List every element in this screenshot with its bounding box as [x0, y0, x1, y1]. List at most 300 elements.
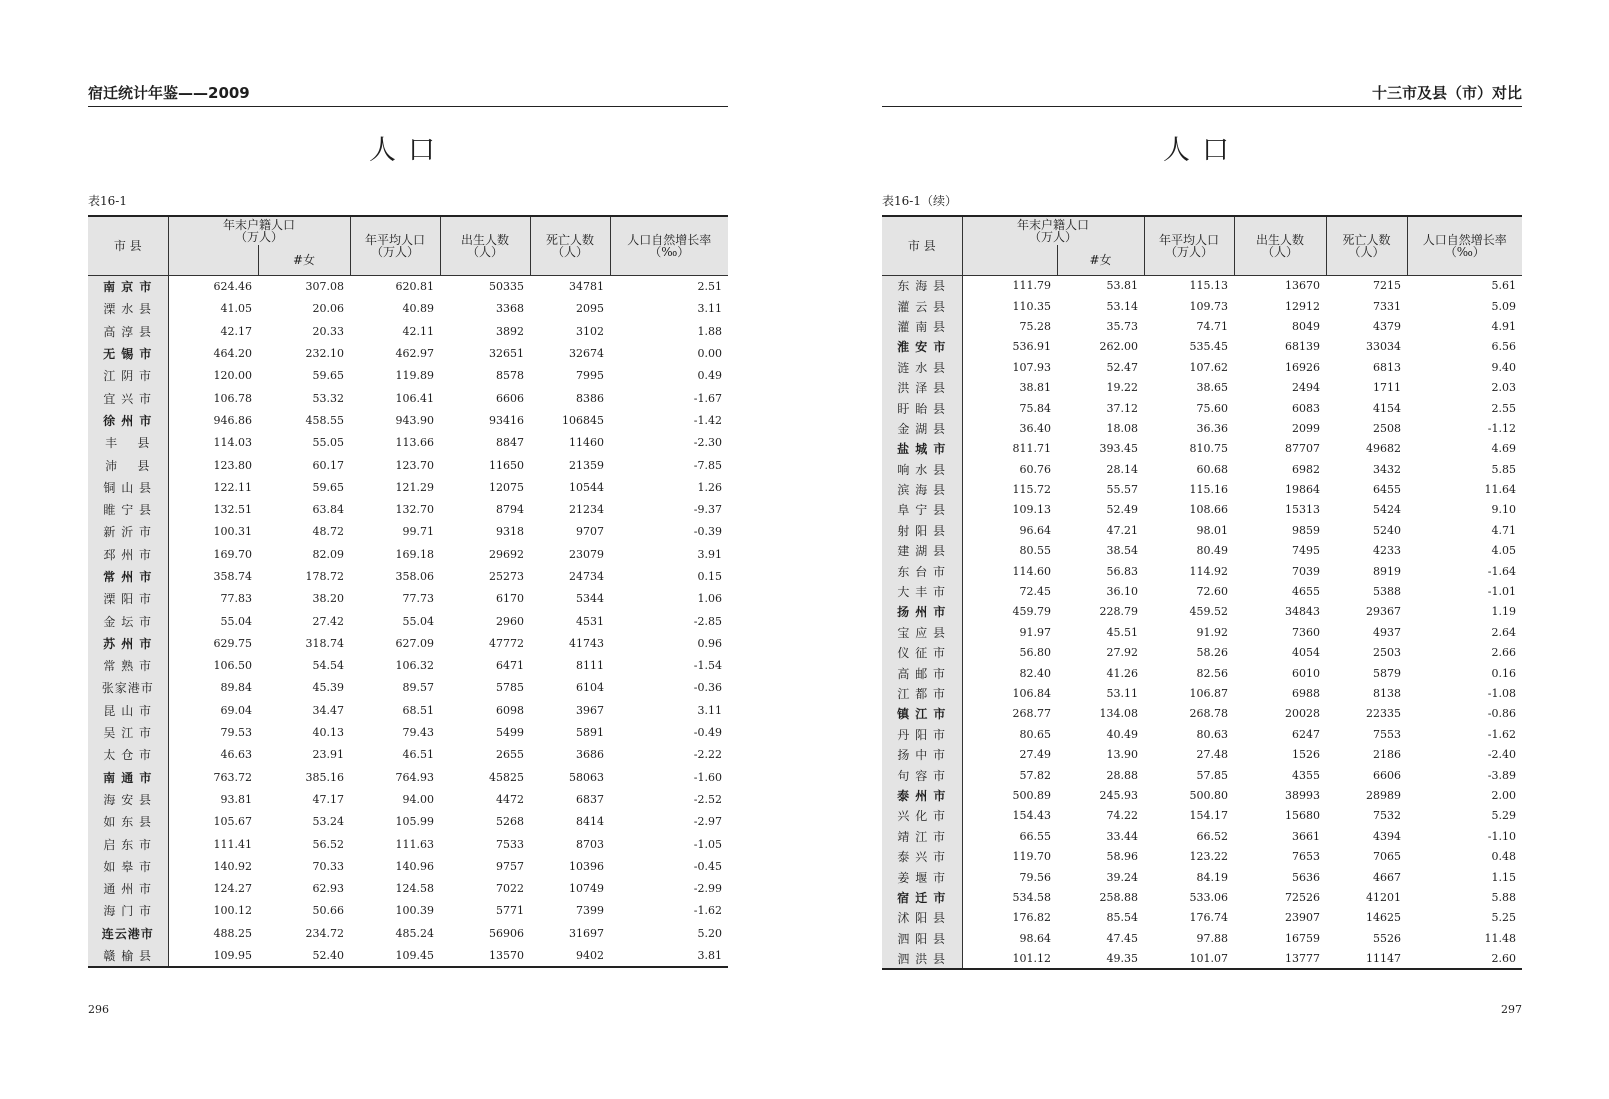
- births-cell: 8578: [496, 369, 525, 383]
- county-name: 泰 州 市: [882, 785, 962, 805]
- registered-pop-cell: 140.92: [213, 859, 252, 873]
- county-name: 苏 州 市: [88, 632, 168, 654]
- births-cell: 93416: [489, 413, 525, 427]
- registered-pop-cell: 57.82: [1019, 768, 1051, 782]
- population-table: [88, 215, 728, 968]
- female-cell: 53.14: [1106, 299, 1139, 313]
- registered-pop-cell: 169.70: [213, 547, 252, 561]
- births-cell: 8847: [496, 436, 525, 450]
- deaths-cell: 11147: [1366, 951, 1402, 965]
- deaths-cell: 32674: [569, 347, 605, 361]
- female-cell: 234.72: [305, 926, 345, 940]
- header-registered-pop-blank: [962, 245, 1057, 276]
- avg-pop-cell: 121.29: [395, 480, 435, 494]
- county-name: 洪 泽 县: [882, 377, 962, 397]
- registered-pop-cell: 55.04: [220, 614, 252, 628]
- avg-pop-cell: 97.88: [1196, 931, 1229, 945]
- births-cell: 4655: [1292, 585, 1321, 599]
- deaths-cell: 29367: [1366, 605, 1402, 619]
- births-cell: 15313: [1285, 503, 1321, 517]
- county-name: 东 台 市: [882, 561, 962, 581]
- table-row: [882, 520, 1522, 540]
- registered-pop-cell: 629.75: [213, 636, 252, 650]
- deaths-cell: 8414: [576, 815, 605, 829]
- growth-rate-cell: 5.29: [1491, 809, 1517, 823]
- growth-rate-cell: -1.54: [693, 659, 723, 673]
- running-head: 宿迁统计年鉴——2009: [88, 84, 728, 107]
- deaths-cell: 4379: [1373, 319, 1402, 333]
- registered-pop-cell: 100.31: [213, 525, 252, 539]
- female-cell: 34.47: [312, 703, 345, 717]
- avg-pop-cell: 459.52: [1189, 605, 1229, 619]
- avg-pop-cell: 119.89: [395, 369, 435, 383]
- growth-rate-cell: -2.97: [693, 815, 723, 829]
- registered-pop-cell: 105.67: [213, 815, 252, 829]
- header-female: #女: [1057, 245, 1144, 276]
- female-cell: 19.22: [1106, 381, 1139, 395]
- county-name: 宜 兴 市: [88, 387, 168, 409]
- table-row: [88, 677, 728, 699]
- table-row: [88, 632, 728, 654]
- births-cell: 6988: [1292, 687, 1321, 700]
- county-name: 宿 迁 市: [882, 887, 962, 907]
- growth-rate-cell: 0.16: [1491, 666, 1517, 680]
- avg-pop-cell: 123.22: [1189, 850, 1229, 864]
- growth-rate-cell: -1.05: [693, 837, 723, 851]
- female-cell: 33.44: [1106, 829, 1139, 843]
- births-cell: 50335: [489, 280, 525, 294]
- avg-pop-cell: 60.68: [1196, 462, 1229, 476]
- growth-rate-cell: 3.11: [697, 703, 723, 717]
- registered-pop-cell: 98.64: [1019, 931, 1051, 945]
- female-cell: 52.40: [312, 948, 345, 962]
- deaths-cell: 28989: [1366, 788, 1402, 802]
- header-births: 出生人数 （人）: [440, 216, 530, 276]
- avg-pop-cell: 77.73: [402, 592, 435, 606]
- avg-pop-cell: 115.13: [1189, 279, 1229, 293]
- growth-rate-cell: 3.91: [697, 547, 723, 561]
- female-cell: 48.72: [312, 525, 345, 539]
- deaths-cell: 8111: [576, 659, 605, 673]
- births-cell: 8049: [1292, 319, 1321, 333]
- avg-pop-cell: 107.62: [1189, 360, 1229, 374]
- county-name: 沭 阳 县: [882, 908, 962, 928]
- header-registered-pop-blank: [168, 245, 258, 276]
- female-cell: 62.93: [312, 882, 345, 896]
- table-row: [88, 521, 728, 543]
- deaths-cell: 4937: [1373, 625, 1402, 639]
- births-cell: 5785: [496, 681, 525, 695]
- female-cell: 41.26: [1106, 666, 1139, 680]
- registered-pop-cell: 80.55: [1019, 544, 1051, 558]
- county-name: 金 坛 市: [88, 610, 168, 632]
- deaths-cell: 3686: [576, 748, 605, 762]
- avg-pop-cell: 114.92: [1189, 564, 1229, 578]
- avg-pop-cell: 108.66: [1189, 503, 1229, 517]
- registered-pop-cell: 109.95: [213, 948, 252, 962]
- table-row: [88, 276, 728, 298]
- births-cell: 6247: [1292, 727, 1321, 741]
- registered-pop-cell: 536.91: [1012, 340, 1051, 354]
- registered-pop-cell: 120.00: [213, 369, 252, 383]
- deaths-cell: 2503: [1373, 646, 1402, 660]
- table-row: [882, 377, 1522, 397]
- header-county: 市 县: [882, 216, 962, 276]
- growth-rate-cell: -0.45: [693, 859, 723, 873]
- table-row: [882, 541, 1522, 561]
- deaths-cell: 3967: [576, 703, 605, 717]
- table-row: [882, 459, 1522, 479]
- table-row: [882, 479, 1522, 499]
- avg-pop-cell: 58.26: [1196, 646, 1229, 660]
- registered-pop-cell: 100.12: [213, 904, 252, 918]
- registered-pop-cell: 101.12: [1012, 951, 1051, 965]
- deaths-cell: 4667: [1373, 870, 1402, 884]
- avg-pop-cell: 57.85: [1196, 768, 1229, 782]
- deaths-cell: 23079: [569, 547, 605, 561]
- avg-pop-cell: 82.56: [1196, 666, 1229, 680]
- registered-pop-cell: 69.04: [220, 703, 252, 717]
- registered-pop-cell: 358.74: [213, 570, 252, 583]
- county-name: 大 丰 市: [882, 581, 962, 601]
- county-name: 丹 阳 市: [882, 724, 962, 744]
- table-row: [88, 365, 728, 387]
- births-cell: 45825: [489, 770, 525, 784]
- county-name: 泰 兴 市: [882, 846, 962, 866]
- table-row: [882, 316, 1522, 336]
- avg-pop-cell: 80.63: [1196, 727, 1229, 741]
- growth-rate-cell: 2.03: [1491, 381, 1517, 395]
- deaths-cell: 7995: [576, 369, 605, 383]
- births-cell: 6170: [496, 592, 525, 606]
- growth-rate-cell: -1.60: [693, 770, 723, 784]
- female-cell: 53.11: [1106, 687, 1139, 700]
- avg-pop-cell: 943.90: [395, 413, 435, 427]
- female-cell: 18.08: [1106, 421, 1139, 435]
- growth-rate-cell: -7.85: [693, 458, 723, 472]
- header-avg-pop: 年平均人口 （万人）: [1144, 216, 1234, 276]
- county-name: 兴 化 市: [882, 806, 962, 826]
- births-cell: 7039: [1292, 564, 1321, 578]
- births-cell: 6083: [1292, 401, 1321, 415]
- deaths-cell: 4531: [576, 614, 605, 628]
- growth-rate-cell: -1.10: [1487, 829, 1517, 843]
- avg-pop-cell: 72.60: [1196, 585, 1229, 599]
- births-cell: 4355: [1292, 768, 1321, 782]
- avg-pop-cell: 38.65: [1196, 381, 1229, 395]
- header-county: 市 县: [88, 216, 168, 276]
- female-cell: 28.14: [1106, 462, 1139, 476]
- growth-rate-cell: 4.05: [1491, 544, 1517, 558]
- table-row: [882, 296, 1522, 316]
- avg-pop-cell: 132.70: [395, 503, 435, 517]
- births-cell: 12075: [489, 480, 525, 494]
- deaths-cell: 7553: [1373, 727, 1402, 741]
- growth-rate-cell: -1.64: [1487, 564, 1517, 578]
- deaths-cell: 5240: [1373, 523, 1402, 537]
- county-name: 滨 海 县: [882, 479, 962, 499]
- avg-pop-cell: 106.87: [1189, 687, 1229, 700]
- table-row: [882, 704, 1522, 724]
- registered-pop-cell: 464.20: [213, 347, 252, 361]
- table-row: [882, 867, 1522, 887]
- female-cell: 38.54: [1106, 544, 1139, 558]
- registered-pop-cell: 488.25: [213, 926, 252, 940]
- county-name: 溧 水 县: [88, 298, 168, 320]
- county-name: 高 淳 县: [88, 320, 168, 342]
- county-name: 南 京 市: [88, 276, 168, 298]
- county-name: 仪 征 市: [882, 643, 962, 663]
- births-cell: 6098: [496, 703, 525, 717]
- growth-rate-cell: 11.48: [1484, 931, 1517, 945]
- registered-pop-cell: 763.72: [213, 770, 252, 784]
- growth-rate-cell: -0.36: [693, 681, 723, 695]
- registered-pop-cell: 111.79: [1012, 279, 1051, 293]
- births-cell: 13777: [1285, 951, 1321, 965]
- table-row: [88, 878, 728, 900]
- population-table-continued: [882, 215, 1522, 970]
- deaths-cell: 33034: [1366, 340, 1402, 354]
- female-cell: 178.72: [305, 570, 345, 583]
- county-name: 南 通 市: [88, 766, 168, 788]
- registered-pop-cell: 96.64: [1019, 523, 1051, 537]
- deaths-cell: 21359: [569, 458, 605, 472]
- births-cell: 4472: [496, 792, 525, 806]
- table-row: [88, 766, 728, 788]
- births-cell: 16759: [1285, 931, 1321, 945]
- county-name: 句 容 市: [882, 765, 962, 785]
- growth-rate-cell: -0.86: [1487, 707, 1517, 721]
- header-growth-rate: 人口自然增长率 （‰）: [1407, 216, 1522, 276]
- growth-rate-cell: 5.88: [1491, 890, 1517, 904]
- registered-pop-cell: 107.93: [1012, 360, 1051, 374]
- avg-pop-cell: 89.57: [402, 681, 435, 695]
- county-name: 建 湖 县: [882, 541, 962, 561]
- female-cell: 23.91: [312, 748, 345, 762]
- growth-rate-cell: 0.48: [1491, 850, 1517, 864]
- registered-pop-cell: 106.84: [1012, 687, 1051, 700]
- deaths-cell: 22335: [1366, 707, 1402, 721]
- deaths-cell: 31697: [569, 926, 605, 940]
- table-row: [882, 908, 1522, 928]
- female-cell: 45.39: [312, 681, 345, 695]
- registered-pop-cell: 93.81: [220, 792, 252, 806]
- births-cell: 13670: [1285, 279, 1321, 293]
- female-cell: 40.49: [1106, 727, 1139, 741]
- growth-rate-cell: -2.22: [693, 748, 723, 762]
- table-row: [882, 765, 1522, 785]
- deaths-cell: 4233: [1373, 544, 1402, 558]
- deaths-cell: 58063: [569, 770, 605, 784]
- growth-rate-cell: 1.06: [697, 592, 723, 606]
- births-cell: 6471: [496, 659, 525, 673]
- table-row: [88, 944, 728, 966]
- table-row: [882, 948, 1522, 968]
- county-name: 铜 山 县: [88, 476, 168, 498]
- registered-pop-cell: 114.03: [213, 436, 252, 450]
- table-label: 表16-1: [88, 194, 127, 208]
- county-name: 涟 水 县: [882, 357, 962, 377]
- growth-rate-cell: 9.40: [1491, 360, 1517, 374]
- growth-rate-cell: -2.52: [693, 792, 723, 806]
- running-head: 十三市及县（市）对比: [882, 84, 1522, 107]
- table-row: [882, 622, 1522, 642]
- growth-rate-cell: -0.49: [693, 726, 723, 740]
- avg-pop-cell: 100.39: [395, 904, 435, 918]
- female-cell: 262.00: [1099, 340, 1139, 354]
- table-row: [88, 811, 728, 833]
- births-cell: 6010: [1292, 666, 1321, 680]
- deaths-cell: 7215: [1373, 279, 1402, 293]
- table-row: [88, 409, 728, 431]
- female-cell: 58.96: [1106, 850, 1139, 864]
- deaths-cell: 106845: [562, 413, 605, 427]
- table-row: [88, 721, 728, 743]
- births-cell: 11650: [489, 458, 525, 472]
- female-cell: 55.05: [312, 436, 345, 450]
- births-cell: 2960: [496, 614, 525, 628]
- avg-pop-cell: 123.70: [395, 458, 435, 472]
- county-name: 响 水 县: [882, 459, 962, 479]
- county-name: 扬 中 市: [882, 744, 962, 764]
- table-row: [882, 398, 1522, 418]
- female-cell: 20.33: [312, 324, 345, 338]
- table-row: [882, 357, 1522, 377]
- registered-pop-cell: 811.71: [1012, 442, 1051, 456]
- county-name: 海 门 市: [88, 900, 168, 922]
- growth-rate-cell: 0.96: [697, 636, 723, 650]
- growth-rate-cell: 2.64: [1491, 625, 1517, 639]
- right-page: [882, 0, 1522, 1099]
- deaths-cell: 4154: [1373, 401, 1402, 415]
- county-name: 新 沂 市: [88, 521, 168, 543]
- table-row: [882, 744, 1522, 764]
- avg-pop-cell: 94.00: [402, 792, 435, 806]
- county-name: 如 东 县: [88, 811, 168, 833]
- avg-pop-cell: 109.45: [395, 948, 435, 962]
- table-row: [88, 588, 728, 610]
- table-row: [88, 699, 728, 721]
- female-cell: 20.06: [312, 302, 345, 316]
- growth-rate-cell: 2.55: [1491, 401, 1517, 415]
- table-row: [882, 337, 1522, 357]
- female-cell: 232.10: [305, 347, 345, 361]
- births-cell: 2099: [1292, 421, 1321, 435]
- growth-rate-cell: 5.09: [1491, 299, 1517, 313]
- female-cell: 35.73: [1106, 319, 1139, 333]
- female-cell: 393.45: [1099, 442, 1139, 456]
- female-cell: 47.17: [312, 792, 345, 806]
- female-cell: 52.47: [1106, 360, 1139, 374]
- growth-rate-cell: -1.12: [1487, 421, 1517, 435]
- births-cell: 5771: [496, 904, 525, 918]
- female-cell: 47.45: [1106, 931, 1139, 945]
- county-name: 扬 州 市: [882, 602, 962, 622]
- female-cell: 39.24: [1106, 870, 1139, 884]
- county-name: 灌 云 县: [882, 296, 962, 316]
- deaths-cell: 41743: [569, 636, 605, 650]
- growth-rate-cell: 0.00: [697, 347, 723, 361]
- page-number: 296: [88, 1003, 109, 1016]
- registered-pop-cell: 75.28: [1019, 319, 1051, 333]
- registered-pop-cell: 106.50: [213, 659, 252, 673]
- registered-pop-cell: 72.45: [1019, 585, 1051, 599]
- avg-pop-cell: 113.66: [395, 436, 435, 450]
- growth-rate-cell: 11.64: [1484, 483, 1517, 497]
- deaths-cell: 34781: [569, 280, 605, 294]
- table-body: [88, 276, 728, 967]
- female-cell: 56.83: [1106, 564, 1139, 578]
- deaths-cell: 1711: [1373, 381, 1402, 395]
- births-cell: 7653: [1292, 850, 1321, 864]
- table-row: [882, 581, 1522, 601]
- female-cell: 55.57: [1106, 483, 1139, 497]
- county-name: 溧 阳 市: [88, 588, 168, 610]
- table-row: [88, 788, 728, 810]
- registered-pop-cell: 500.89: [1012, 788, 1051, 802]
- registered-pop-cell: 459.79: [1012, 605, 1051, 619]
- county-name: 泗 阳 县: [882, 928, 962, 948]
- female-cell: 458.55: [305, 413, 345, 427]
- deaths-cell: 8138: [1373, 687, 1402, 700]
- county-name: 泗 洪 县: [882, 948, 962, 968]
- header-registered-pop: 年末户籍人口 （万人）: [962, 216, 1144, 245]
- county-name: 丰 县: [88, 432, 168, 454]
- avg-pop-cell: 91.92: [1196, 625, 1229, 639]
- county-name: 海 安 县: [88, 788, 168, 810]
- table-row: [882, 846, 1522, 866]
- county-name: 启 东 市: [88, 833, 168, 855]
- growth-rate-cell: 3.81: [697, 948, 723, 962]
- avg-pop-cell: 46.51: [402, 748, 435, 762]
- registered-pop-cell: 106.78: [213, 391, 252, 405]
- avg-pop-cell: 106.32: [395, 659, 435, 673]
- table-row: [882, 500, 1522, 520]
- deaths-cell: 5344: [576, 592, 605, 606]
- female-cell: 27.42: [312, 614, 345, 628]
- county-name: 张家港市: [88, 677, 168, 699]
- female-cell: 74.22: [1106, 809, 1139, 823]
- births-cell: 7495: [1292, 544, 1321, 558]
- county-name: 连云港市: [88, 922, 168, 944]
- county-name: 邳 州 市: [88, 543, 168, 565]
- avg-pop-cell: 533.06: [1189, 890, 1229, 904]
- header-growth-rate: 人口自然增长率 （‰）: [610, 216, 728, 276]
- growth-rate-cell: -1.62: [693, 904, 723, 918]
- county-name: 无 锡 市: [88, 342, 168, 364]
- header-deaths: 死亡人数 （人）: [530, 216, 610, 276]
- deaths-cell: 6104: [576, 681, 605, 695]
- county-name: 金 湖 县: [882, 418, 962, 438]
- county-name: 灌 南 县: [882, 316, 962, 336]
- avg-pop-cell: 98.01: [1196, 523, 1229, 537]
- deaths-cell: 9402: [576, 948, 605, 962]
- female-cell: 228.79: [1099, 605, 1139, 619]
- growth-rate-cell: 4.69: [1491, 442, 1517, 456]
- table-row: [88, 855, 728, 877]
- deaths-cell: 6837: [576, 792, 605, 806]
- births-cell: 56906: [489, 926, 525, 940]
- county-name: 盐 城 市: [882, 439, 962, 459]
- female-cell: 38.20: [312, 592, 345, 606]
- table-row: [882, 276, 1522, 296]
- births-cell: 20028: [1285, 707, 1321, 721]
- table-row: [88, 454, 728, 476]
- births-cell: 1526: [1292, 748, 1321, 762]
- county-name: 常 熟 市: [88, 655, 168, 677]
- avg-pop-cell: 140.96: [395, 859, 435, 873]
- table-row: [88, 900, 728, 922]
